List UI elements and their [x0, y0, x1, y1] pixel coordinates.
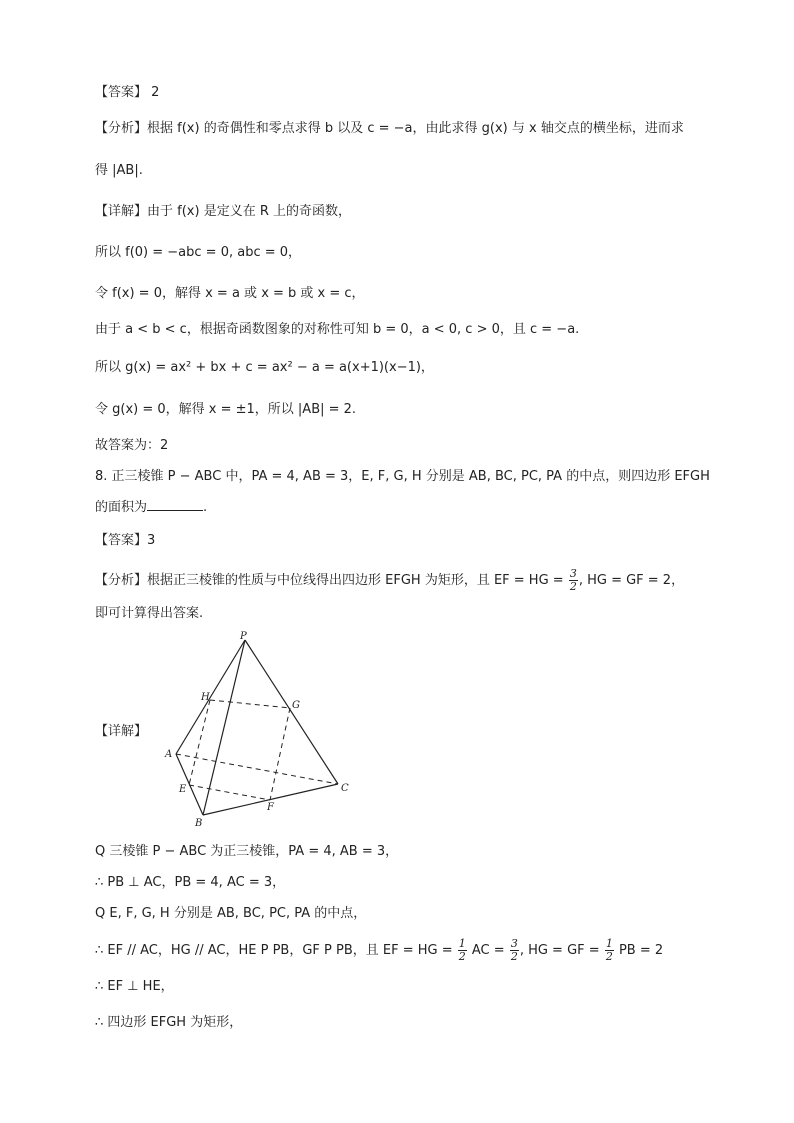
detail-line-3: 令 f(x) = 0，解得 x = a 或 x = b 或 x = c，	[95, 286, 365, 301]
analysis-line-1	[95, 119, 684, 139]
detail-line-4: 由于 a < b < c，根据奇函数图象的对称性可知 b = 0，a < 0, c > 0，且 c = −a.	[95, 322, 580, 337]
detail2-4c: , HG = GF =	[519, 943, 600, 958]
tetrahedron-figure	[160, 630, 360, 830]
question-8-line-2: 的面积为 .	[95, 500, 208, 515]
detail2-line-5: ∴ EF ⊥ HE，	[95, 979, 174, 994]
frac-num: 1	[458, 937, 466, 950]
question-8-text: 的面积为	[95, 500, 148, 515]
detail2-line-2: ∴ PB ⊥ AC，PB = 4, AC = 3，	[95, 875, 286, 890]
label-F: F	[267, 802, 274, 813]
segment-GF	[270, 708, 290, 800]
answer-tag: 【答案】	[95, 85, 148, 100]
segment-HG	[210, 700, 290, 708]
frac-den: 2	[605, 950, 613, 963]
edge-AC-hidden	[176, 754, 338, 784]
detail-tag: 【详解】	[95, 204, 148, 219]
question-8-line-1: 8. 正三棱锥 P − ABC 中，PA = 4, AB = 3，E, F, G, H 分别是 AB, BC, PC, PA 的中点，则四边形 EFGH	[95, 469, 710, 484]
label-A: A	[165, 749, 173, 760]
label-G: G	[292, 700, 300, 711]
detail-line-2: 所以 f(0) = −abc = 0, abc = 0，	[95, 245, 302, 260]
detail-line-1	[95, 202, 351, 222]
detail2-4b: AC =	[471, 943, 505, 958]
label-B: B	[195, 818, 203, 829]
segment-HE	[189, 700, 210, 785]
label-C: C	[341, 783, 349, 794]
frac-num: 3	[510, 937, 518, 950]
frac-num: 1	[605, 937, 613, 950]
answer-value-2: 3	[147, 533, 156, 548]
frac-num: 3	[569, 567, 577, 580]
detail-line-6: 令 g(x) = 0，解得 x = ±1，所以 |AB| = 2.	[95, 402, 357, 417]
detail2-4a: ∴ EF // AC，HG // AC，HE P PB，GF P PB，且 EF = HG =	[95, 943, 453, 958]
answer-tag-2: 【答案】	[95, 533, 148, 548]
detail-text: 由于 f(x) 是定义在 R 上的奇函数，	[147, 204, 351, 219]
analysis-tag-2: 【分析】	[95, 573, 148, 588]
fraction-1-2-c	[605, 938, 614, 963]
label-H: H	[201, 692, 210, 703]
analysis-line-2-1	[95, 568, 684, 593]
analysis-line-2: 得 |AB|.	[95, 163, 143, 178]
analysis-text: 根据 f(x) 的奇偶性和零点求得 b 以及 c = −a，由此求得 g(x) 与 x 轴交点的横坐标，进而求	[147, 121, 684, 136]
analysis-line-2-2: 即可计算得出答案.	[95, 606, 204, 621]
detail2-line-6: ∴ 四边形 EFGH 为矩形，	[95, 1015, 243, 1030]
answer-line	[95, 83, 159, 103]
answer-line-2	[95, 531, 155, 551]
frac-den: 2	[569, 580, 577, 593]
detail-line-5: 所以 g(x) = ax² + bx + c = ax² − a = a(x+1)(x−1)，	[95, 360, 434, 375]
answer-value: 2	[151, 85, 160, 100]
analysis-text-2a: 根据正三棱锥的性质与中位线得出四边形 EFGH 为矩形，且 EF = HG =	[147, 573, 564, 588]
edge-PA	[176, 640, 245, 754]
frac-den: 2	[458, 950, 466, 963]
detail2-4d: PB = 2	[618, 943, 664, 958]
detail2-line-1: Q 三棱锥 P − ABC 为正三棱锥，PA = 4, AB = 3，	[95, 844, 399, 859]
answer-blank	[147, 498, 203, 511]
segment-EF	[189, 785, 270, 800]
detail-tag-2: 【详解】	[95, 724, 148, 739]
label-P: P	[240, 631, 247, 642]
fraction-3-2-b	[510, 938, 519, 963]
detail2-line-4	[95, 938, 663, 963]
label-E: E	[179, 784, 187, 795]
analysis-tag: 【分析】	[95, 121, 148, 136]
conclusion-line: 故答案为：2	[95, 438, 169, 453]
fraction-1-2-a	[458, 938, 467, 963]
frac-den: 2	[510, 950, 518, 963]
analysis-text-2b: , HG = GF = 2，	[578, 573, 685, 588]
detail2-line-3: Q E, F, G, H 分别是 AB, BC, PC, PA 的中点，	[95, 906, 367, 921]
edge-PC	[245, 640, 338, 784]
fraction-3-2	[569, 568, 578, 593]
